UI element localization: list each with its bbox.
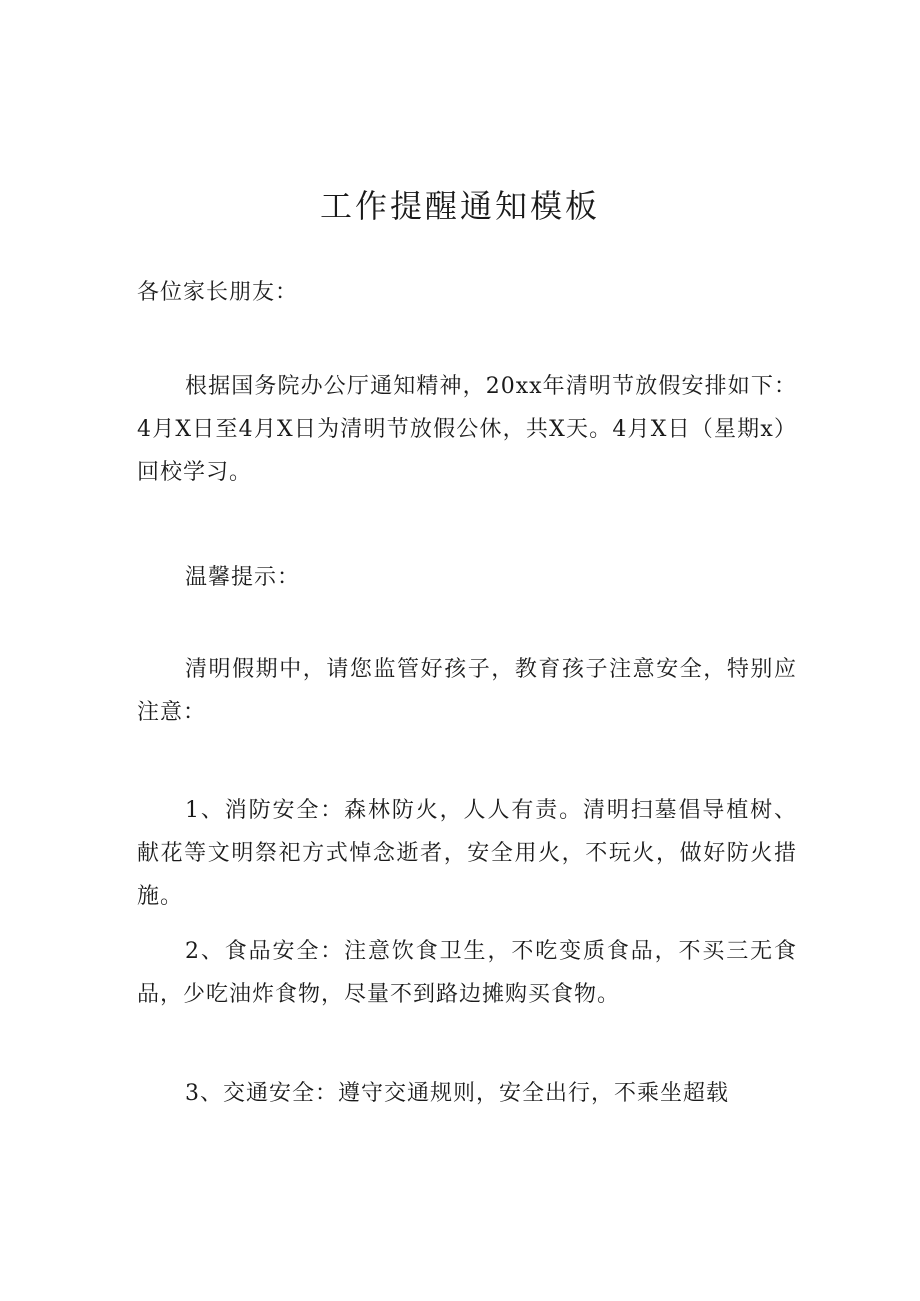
safety-item-food: 2、食品安全：注意饮食卫生，不吃变质食品，不买三无食品，少吃油炸食物，尽量不到路边摊购买食物。	[137, 939, 797, 1007]
safety-item-traffic: 3、交通安全：遵守交通规则，安全出行，不乘坐超载	[185, 1081, 729, 1106]
tips-heading: 温馨提示：	[185, 565, 301, 590]
holiday-notice-paragraph: 根据国务院办公厅通知精神，20xx年清明节放假安排如下：4月X日至4月X日为清明节放假公休，共X天。4月X日（星期x）回校学习。	[137, 374, 797, 485]
salutation: 各位家长朋友：	[137, 280, 299, 305]
safety-item-fire: 1、消防安全：森林防火，人人有责。清明扫墓倡导植树、献花等文明祭祀方式悼念逝者，安全用火，不玩火，做好防火措施。	[137, 798, 797, 909]
document-title: 工作提醒通知模板	[319, 187, 600, 225]
reminder-paragraph: 清明假期中，请您监管好孩子，教育孩子注意安全，特别应注意：	[137, 657, 797, 725]
